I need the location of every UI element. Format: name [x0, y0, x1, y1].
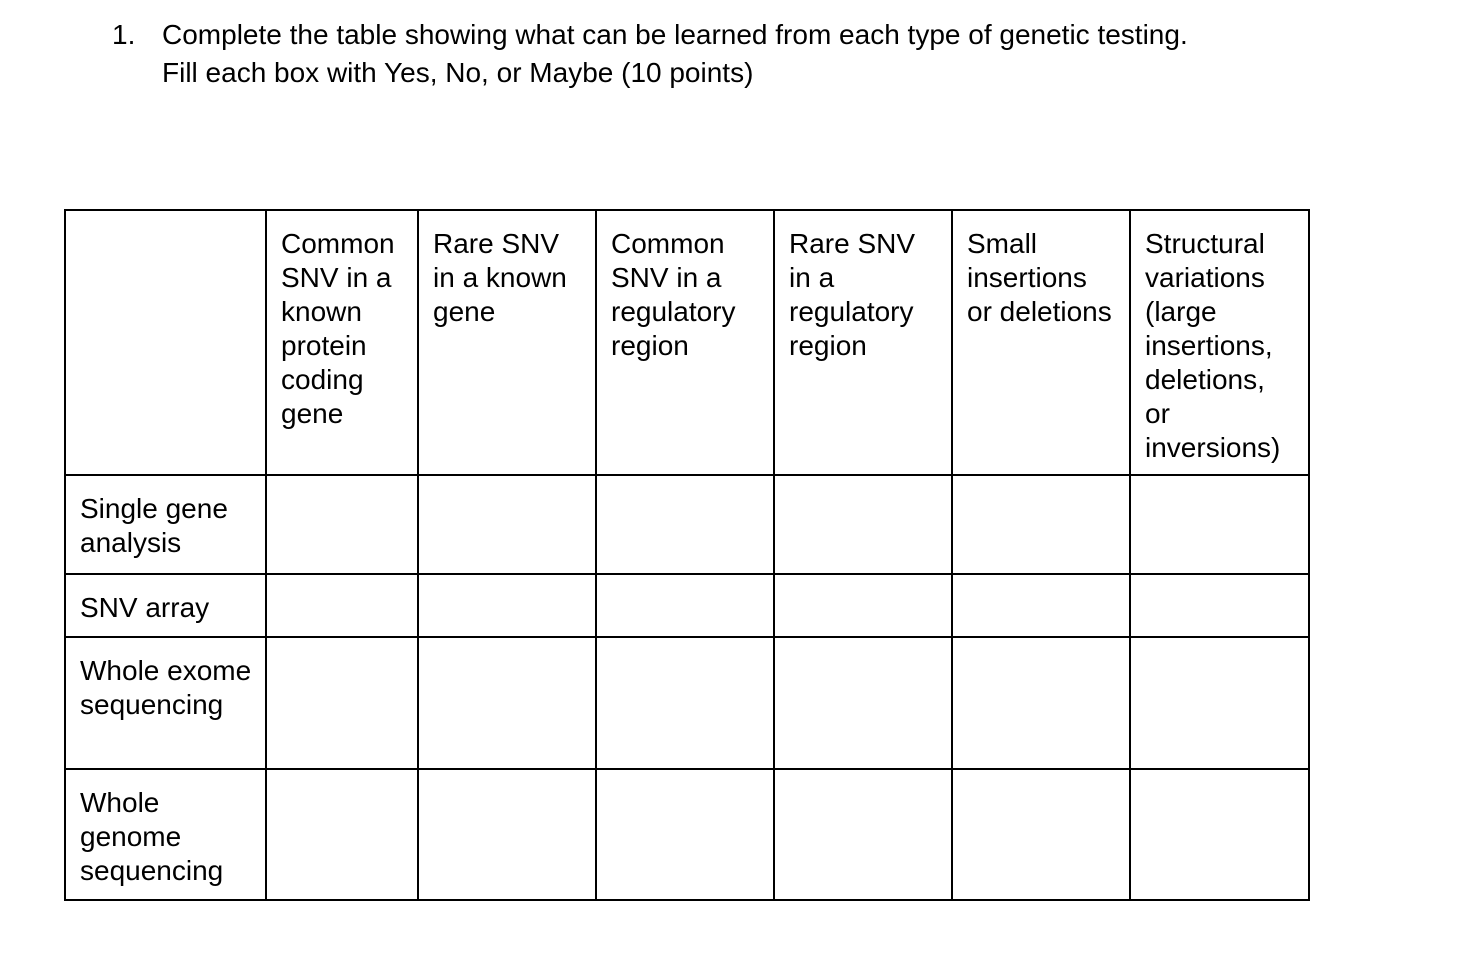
row-label: SNV array [65, 574, 266, 637]
column-header: Rare SNV in a known gene [418, 210, 596, 475]
answer-cell[interactable] [418, 574, 596, 637]
question-text [162, 16, 1188, 92]
answer-cell[interactable] [266, 637, 418, 769]
column-header: Common SNV in a regulatory region [596, 210, 774, 475]
column-header: Common SNV in a known protein coding gene [266, 210, 418, 475]
answer-cell[interactable] [774, 637, 952, 769]
answer-cell[interactable] [596, 637, 774, 769]
table-row [65, 637, 1309, 769]
row-label: Whole exome sequencing [65, 637, 266, 769]
answer-cell[interactable] [418, 769, 596, 900]
column-header: Rare SNV in a regulatory region [774, 210, 952, 475]
answer-cell[interactable] [418, 475, 596, 574]
answer-cell[interactable] [952, 637, 1130, 769]
table-row [65, 769, 1309, 900]
column-header: Structural variations (large insertions, deletions, or inversions) [1130, 210, 1309, 475]
answer-cell[interactable] [418, 637, 596, 769]
table-row [65, 475, 1309, 574]
answer-cell[interactable] [952, 769, 1130, 900]
answer-cell[interactable] [266, 574, 418, 637]
answer-cell[interactable] [266, 769, 418, 900]
answer-cell[interactable] [774, 574, 952, 637]
answer-cell[interactable] [952, 475, 1130, 574]
answer-cell[interactable] [952, 574, 1130, 637]
answer-cell[interactable] [1130, 475, 1309, 574]
column-header: Small insertions or deletions [952, 210, 1130, 475]
answer-cell[interactable] [774, 769, 952, 900]
genetic-testing-table [64, 209, 1310, 901]
answer-cell[interactable] [1130, 769, 1309, 900]
answer-cell[interactable] [1130, 574, 1309, 637]
answer-cell[interactable] [596, 574, 774, 637]
answer-cell[interactable] [266, 475, 418, 574]
question-line-1: Complete the table showing what can be learned from each type of genetic testing. [162, 19, 1188, 50]
answer-cell[interactable] [596, 769, 774, 900]
answer-cell[interactable] [596, 475, 774, 574]
header-row [65, 210, 1309, 475]
table-row [65, 574, 1309, 637]
row-label: Whole genome sequencing [65, 769, 266, 900]
question-line-2: Fill each box with Yes, No, or Maybe (10 points) [162, 57, 754, 88]
corner-cell [65, 210, 266, 475]
question-number: 1. [112, 19, 136, 50]
row-label: Single gene analysis [65, 475, 266, 574]
answer-cell[interactable] [1130, 637, 1309, 769]
answer-cell[interactable] [774, 475, 952, 574]
